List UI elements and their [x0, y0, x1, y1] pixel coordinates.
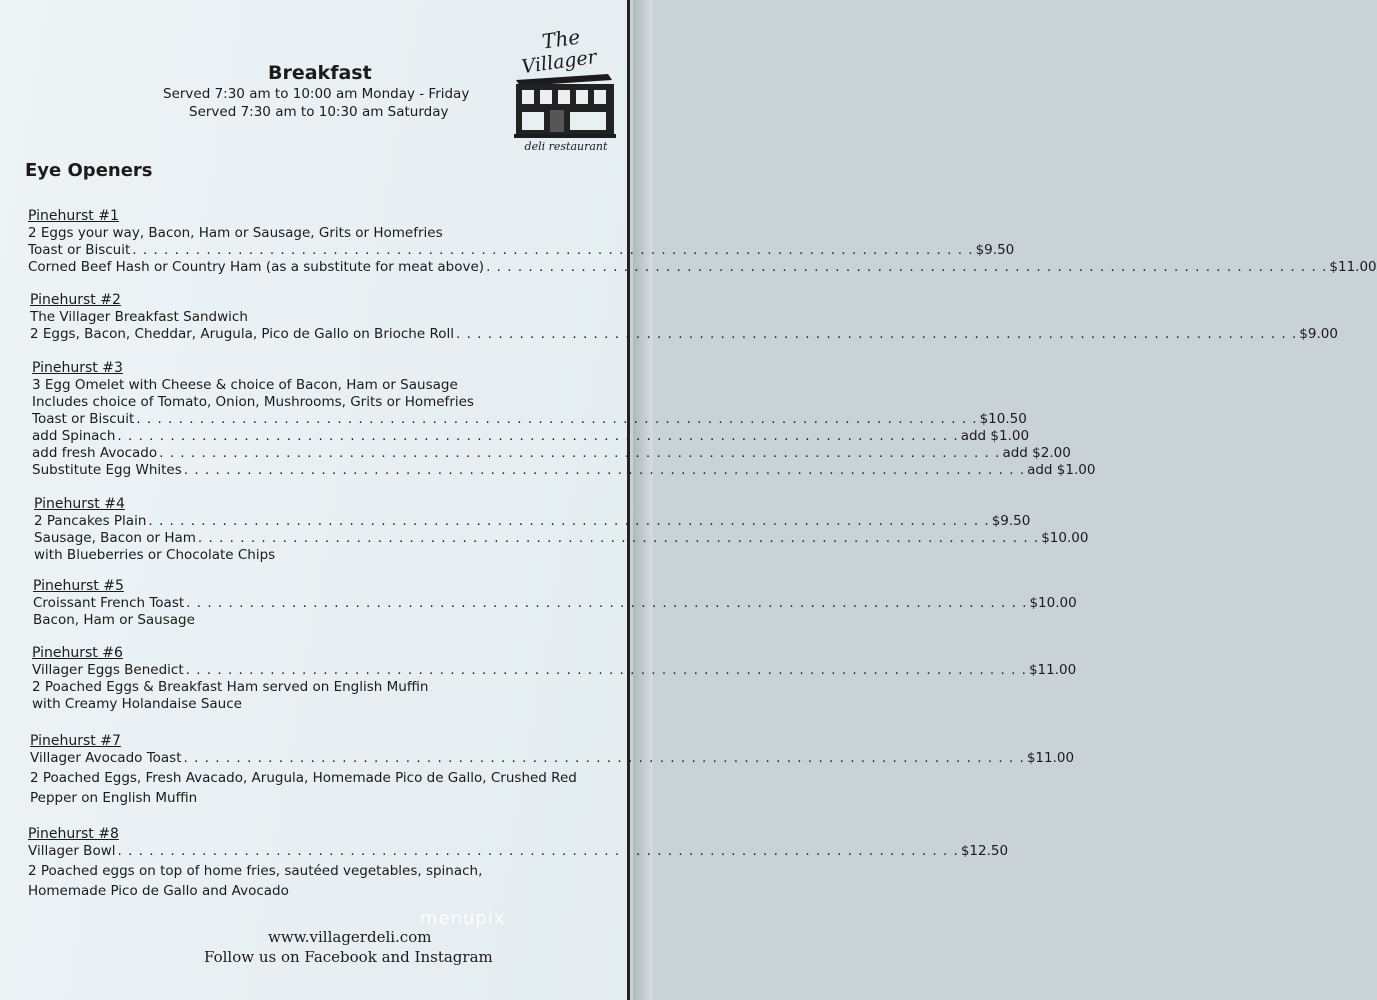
line-text: The Villager Breakfast Sandwich	[30, 309, 248, 325]
hours-saturday: Served 7:30 am to 10:30 am Saturday	[189, 104, 449, 120]
line-text: Substitute Egg Whites	[32, 462, 182, 478]
line-text: Homemade Pico de Gallo and Avocado	[28, 883, 289, 899]
menu-line	[33, 595, 1077, 611]
price: $11.00	[1028, 662, 1077, 678]
price: $10.00	[1029, 595, 1077, 611]
line-text: 2 Eggs, Bacon, Cheddar, Arugula, Pico de Gallo on Brioche Roll	[30, 326, 454, 342]
menu-line	[32, 377, 458, 393]
menu-line	[32, 462, 1096, 478]
price: $9.50	[975, 242, 1015, 258]
leader-dots: . . . . . . . . . . . . . . . . . . . . . . . . . . . . . . . . . . . . . . . . . . . . . . . . . . . . . . . . . . . . . . . . . . . . . . . . . . . . . . . .	[486, 259, 1328, 275]
leader-dots: . . . . . . . . . . . . . . . . . . . . . . . . . . . . . . . . . . . . . . . . . . . . . . . . . . . . . . . . . . . . . . . . . . . . . . . . . . . . . . . .	[117, 428, 959, 444]
leader-dots: . . . . . . . . . . . . . . . . . . . . . . . . . . . . . . . . . . . . . . . . . . . . . . . . . . . . . . . . . . . . . . . . . . . . . . . . . . . . . . . .	[117, 843, 959, 859]
menu-line	[34, 547, 275, 563]
social-text: Follow us on Facebook and Instagram	[204, 948, 493, 966]
line-text: Includes choice of Tomato, Onion, Mushrooms, Grits or Homefries	[32, 394, 474, 410]
section-title: Eye Openers	[25, 160, 153, 181]
line-text: 2 Eggs your way, Bacon, Ham or Sausage, Grits or Homefries	[28, 225, 443, 241]
price: $10.00	[1041, 530, 1089, 546]
menu-line	[30, 790, 197, 806]
menu-line	[28, 225, 443, 241]
menu-line	[30, 309, 248, 325]
menu-line	[32, 696, 242, 712]
price: $10.50	[979, 411, 1027, 427]
logo-tagline: deli restaurant	[524, 140, 608, 153]
line-text: with Creamy Holandaise Sauce	[32, 696, 242, 712]
line-text: with Blueberries or Chocolate Chips	[34, 547, 276, 563]
menu-line	[32, 445, 1071, 461]
line-text: Toast or Biscuit	[32, 411, 135, 427]
menu-line	[32, 411, 1027, 427]
leader-dots: . . . . . . . . . . . . . . . . . . . . . . . . . . . . . . . . . . . . . . . . . . . . . . . . . . . . . . . . . . . . . . . . . . . . . . . . . . . . . . . .	[185, 662, 1027, 678]
menu-line	[28, 883, 289, 899]
menu-line	[32, 394, 474, 410]
line-text: Corned Beef Hash or Country Ham (as a substitute for meat above)	[28, 259, 485, 275]
leader-dots: . . . . . . . . . . . . . . . . . . . . . . . . . . . . . . . . . . . . . . . . . . . . . . . . . . . . . . . . . . . . . . . . . . . . . . . . . . . . . . . .	[159, 445, 1001, 461]
price: add $1.00	[960, 428, 1030, 444]
logo-villager-text: Villager	[520, 45, 599, 79]
menu-title: Breakfast	[268, 62, 372, 84]
menu-line	[28, 843, 1009, 859]
line-text: Villager Eggs Benedict	[32, 662, 184, 678]
menu-line	[30, 770, 577, 786]
villager-logo	[508, 22, 620, 154]
line-text: Pepper on English Muffin	[30, 790, 198, 806]
line-text: 2 Poached Eggs & Breakfast Ham served on English Muffin	[32, 679, 429, 695]
watermark: menupix	[420, 908, 506, 929]
line-text: Sausage, Bacon or Ham	[34, 530, 196, 546]
hours-weekday: Served 7:30 am to 10:00 am Monday - Friday	[163, 86, 470, 102]
leader-dots: . . . . . . . . . . . . . . . . . . . . . . . . . . . . . . . . . . . . . . . . . . . . . . . . . . . . . . . . . . . . . . . . . . . . . . . . . . . . . . . .	[186, 595, 1028, 611]
menu-line	[30, 750, 1075, 766]
logo-the-text: The	[540, 24, 582, 54]
price: $12.50	[960, 843, 1009, 859]
menu-line	[33, 612, 195, 628]
line-text: 2 Poached eggs on top of home fries, sautéed vegetables, spinach,	[28, 863, 483, 879]
price: $9.00	[1299, 326, 1338, 342]
line-text: add fresh Avocado	[32, 445, 158, 461]
item-name: Pinehurst #7	[30, 733, 121, 749]
item-name: Pinehurst #3	[32, 360, 123, 376]
item-name: Pinehurst #8	[28, 826, 119, 842]
leader-dots: . . . . . . . . . . . . . . . . . . . . . . . . . . . . . . . . . . . . . . . . . . . . . . . . . . . . . . . . . . . . . . . . . . . . . . . . . . . . . . . .	[183, 750, 1025, 766]
menu-line	[32, 679, 428, 695]
line-text: Villager Avocado Toast	[30, 750, 182, 766]
item-name: Pinehurst #5	[33, 578, 124, 594]
menu-line	[32, 428, 1030, 444]
line-text: 2 Poached Eggs, Fresh Avacado, Arugula, Homemade Pico de Gallo, Crushed Red	[30, 770, 577, 786]
website-link[interactable]: www.villagerdeli.com	[268, 928, 432, 946]
item-name: Pinehurst #1	[28, 208, 119, 224]
price: add $2.00	[1002, 445, 1071, 461]
leader-dots: . . . . . . . . . . . . . . . . . . . . . . . . . . . . . . . . . . . . . . . . . . . . . . . . . . . . . . . . . . . . . . . . . . . . . . . . . . . . . . . .	[183, 462, 1026, 478]
price: add $1.00	[1027, 462, 1096, 478]
menu-line	[28, 863, 482, 879]
item-name: Pinehurst #2	[30, 292, 121, 308]
menu-line	[28, 242, 1015, 258]
price: $9.50	[991, 513, 1031, 529]
leader-dots: . . . . . . . . . . . . . . . . . . . . . . . . . . . . . . . . . . . . . . . . . . . . . . . . . . . . . . . . . . . . . . . . . . . . . . . . . . . . . . . .	[132, 242, 974, 258]
menu-line	[34, 513, 1031, 529]
line-text: add Spinach	[32, 428, 116, 444]
line-text: Croissant French Toast	[33, 595, 185, 611]
leader-dots: . . . . . . . . . . . . . . . . . . . . . . . . . . . . . . . . . . . . . . . . . . . . . . . . . . . . . . . . . . . . . . . . . . . . . . . . . . . . . . . .	[197, 530, 1040, 546]
menu-line	[34, 530, 1089, 546]
menu-line	[30, 326, 1338, 342]
line-text: Bacon, Ham or Sausage	[33, 612, 195, 628]
item-name: Pinehurst #6	[32, 645, 123, 661]
price: $11.00	[1329, 259, 1377, 275]
price: $11.00	[1026, 750, 1075, 766]
menu-line	[28, 259, 1377, 275]
leader-dots: . . . . . . . . . . . . . . . . . . . . . . . . . . . . . . . . . . . . . . . . . . . . . . . . . . . . . . . . . . . . . . . . . . . . . . . . . . . . . . . .	[455, 326, 1298, 342]
menu-line	[32, 662, 1077, 678]
line-text: Villager Bowl	[28, 843, 116, 859]
leader-dots: . . . . . . . . . . . . . . . . . . . . . . . . . . . . . . . . . . . . . . . . . . . . . . . . . . . . . . . . . . . . . . . . . . . . . . . . . . . . . . . .	[136, 411, 978, 427]
line-text: 2 Pancakes Plain	[34, 513, 147, 529]
line-text: Toast or Biscuit	[28, 242, 131, 258]
item-name: Pinehurst #4	[34, 496, 125, 512]
leader-dots: . . . . . . . . . . . . . . . . . . . . . . . . . . . . . . . . . . . . . . . . . . . . . . . . . . . . . . . . . . . . . . . . . . . . . . . . . . . . . . . .	[148, 513, 990, 529]
line-text: 3 Egg Omelet with Cheese & choice of Bacon, Ham or Sausage	[32, 377, 458, 393]
